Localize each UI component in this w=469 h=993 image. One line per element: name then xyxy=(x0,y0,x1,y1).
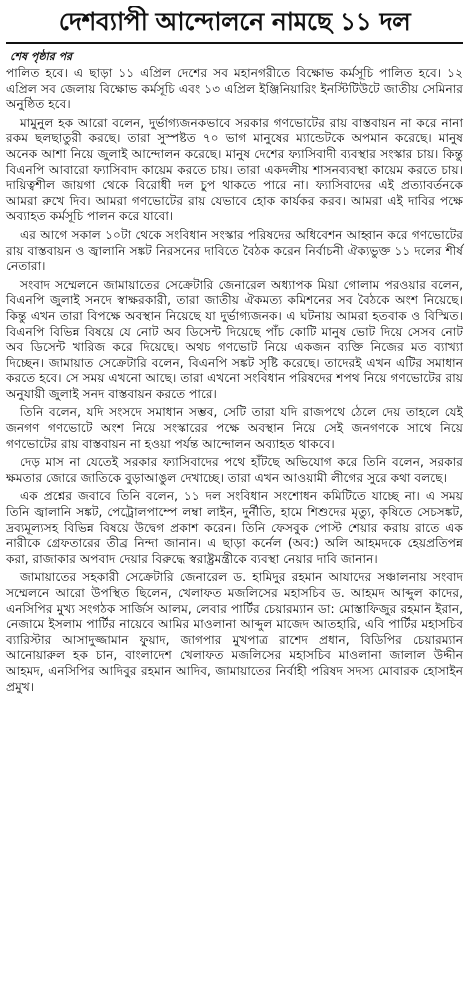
article-body xyxy=(6,66,463,695)
paragraph: সংবাদ সম্মেলনে জামায়াতের সেক্রেটারি জেনারেল অধ্যাপক মিয়া গোলাম পরওয়ার বলেন, বিএনপি জুলাই সনদে স্বাক্ষরকারী, তারা জাতীয় ঐকমত্য কমিশনের সব বৈঠকে অংশ নিয়েছে। কিন্তু এখন তারা বিপক্ষে অবস্থান নিয়েছে যা দুর্ভাগ্যজনক। এ ঘটনায় আমরা হতবাক ও বিস্মিত। বিএনপি বিভিন্ন বিষয়ে যে নোট অব ডিসেন্ট দিয়েছে পাঁচ কোটি মানুষ ভোট দিয়ে সেসব নোট অব ডিসেন্ট খারিজ করে দিয়েছে। অথচ গণভোট নিয়ে একজন ব্যক্তি নিজের মত ব্যাখ্যা দিচ্ছেন। জামায়াত সেক্রেটারি বলেন, বিএনপি সঙ্কট সৃষ্টি করেছে। তাদেরই এখন এটির সমাধান করতে হবে। সে সময় এখনো আছে। তারা এখনো সংবিধান পরিষদের শপথ নিয়ে গণভোটের রায় অনুযায়ী জুলাই সনদ বাস্তবায়ন করতে পারে। xyxy=(6,277,463,401)
paragraph: তিনি বলেন, যদি সংসদে সমাধান সম্ভব, সেটি তারা যদি রাজপথে ঠেলে দেয় তাহলে যেই জনগণ গণভোটে অংশ নিয়ে সংস্কারের পক্ষে অবস্থান নিয়ে সেই জনগণকে সাথে নিয়ে গণভোটের রায় বাস্তবায়ন না হওয়া পর্যন্ত আন্দোলন অব্যাহত থাকবে। xyxy=(6,405,463,451)
paragraph: দেড় মাস না যেতেই সরকার ফ্যাসিবাদের পথে হাঁটছে অভিযোগ করে তিনি বলেন, সরকার ক্ষমতার জোরে জাতিকে বুড়াআঙুল দেখাচ্ছে। তারা এখন আওয়ামী লীগের সুরে কথা বলছে। xyxy=(6,455,463,485)
headline-divider xyxy=(6,42,463,44)
paragraph: এর আগে সকাল ১০টা থেকে সংবিধান সংস্কার পরিষদের অধিবেশন আহ্বান করে গণভোটের রায় বাস্তবায়ন ও জ্বালানি সঙ্কট নিরসনের দাবিতে বৈঠক করেন নির্বাচনী ঐক্যভুক্ত ১১ দলের শীর্ষ নেতারা। xyxy=(6,227,463,274)
headline: দেশব্যাপী আন্দোলনে নামছে ১১ দল xyxy=(58,7,411,36)
paragraph: মামুনুল হক আরো বলেন, দুর্ভাগ্যজনকভাবে সরকার গণভোটের রায় বাস্তবায়ন না করে নানা রকম ছলছাতুরী করছে। তারা সুস্পষ্টত ৭০ ভাগ মানুষের ম্যান্ডেটকে অপমান করেছে। মানুষ অনেক আশা নিয়ে জুলাই আন্দোলন করেছে। মানুষ দেশের ফ্যাসিবাদী ব্যবস্থার সংস্কার চায়। কিন্তু বিএনপি আবারো ফ্যাসিবাদ কায়েম করতে চায়। তারা একদলীয় শাসনব্যবস্থা কায়েম করতে চায়। দায়িত্বশীল জায়গা থেকে বিরোধী দল চুপ থাকতে পারে না। ফ্যাসিবাদের এই প্রত্যাবর্তনকে আমরা রুখে দিব। আমরা গণভোটের রায় যেভাবে হোক কার্যকর করব। আমরা এই দাবির পক্ষে অব্যাহত কর্মসূচি পালন করে যাবো। xyxy=(6,115,463,224)
paragraph: এক প্রশ্নের জবাবে তিনি বলেন, ১১ দল সংবিধান সংশোধন কমিটিতে যাচ্ছে না। এ সময় তিনি জ্বালানি সঙ্কট, পেট্রোলপাম্পে লম্বা লাইন, দুর্নীতি, হামে শিশুদের মৃত্যু, কৃষিতে সেচসঙ্কট, দ্রব্যমূল্যসহ বিভিন্ন বিষয়ে উদ্বেগ প্রকাশ করেন। তিনি ফেসবুক পোস্ট শেয়ার করায় রাতে এক নারীকে গ্রেফতারের তীব্র নিন্দা জানান। এ ছাড়া কর্নেল (অব:) অলি আহমদকে হেয়প্রতিপন্ন করা, রাজাকার অপবাদ দেয়ার বিরুদ্ধে স্বরাষ্ট্রমন্ত্রীকে ব্যবস্থা নেয়ার দাবি জানান। xyxy=(6,489,463,566)
continued-from-label: শেষ পৃষ্ঠার পর xyxy=(10,50,73,63)
paragraph: জামায়াতের সহকারী সেক্রেটারি জেনারেল ড. হামিদুর রহমান আযাদের সঞ্চালনায় সংবাদ সম্মেলনে আরো উপস্থিত ছিলেন, খেলাফত মজলিসের মহাসচিব ড. আহমদ আব্দুল কাদের, এনসিপির মুখ্য সংগঠক সার্জিস আলম, লেবার পার্টির চেয়ারম্যান ডা: মোস্তাফিজুর রহমান ইরান, নেজামে ইসলাম পার্টির নায়েবে আমির মাওলানা আব্দুল মাজেদ আতহারি, এবি পার্টির মহাসচিব ব্যারিস্টার আসাদুজ্জামান ফুয়াদ, জাগপার মুখপাত্র রাশেদ প্রধান, বিডিপির চেয়ারম্যান আনোয়ারুল হক চান, বাংলাদেশ খেলাফত মজলিসের মহাসচিব মাওলানা জালাল উদ্দীন আহমদ, এনসিপির আদিবুর রহমান আদিব, জামায়াতের নির্বাহী পরিষদ সদস্য মোবারক হোসাইন প্রমুখ। xyxy=(6,570,463,694)
paragraph: পালিত হবে। এ ছাড়া ১১ এপ্রিল দেশের সব মহানগরীতে বিক্ষোভ কর্মসূচি পালিত হবে। ১২ এপ্রিল সব জেলায় বিক্ষোভ কর্মসূচি এবং ১৩ এপ্রিল ইঞ্জিনিয়ারিং ইনস্টিটিউটে জাতীয় সেমিনার অনুষ্ঠিত হবে। xyxy=(6,66,463,112)
